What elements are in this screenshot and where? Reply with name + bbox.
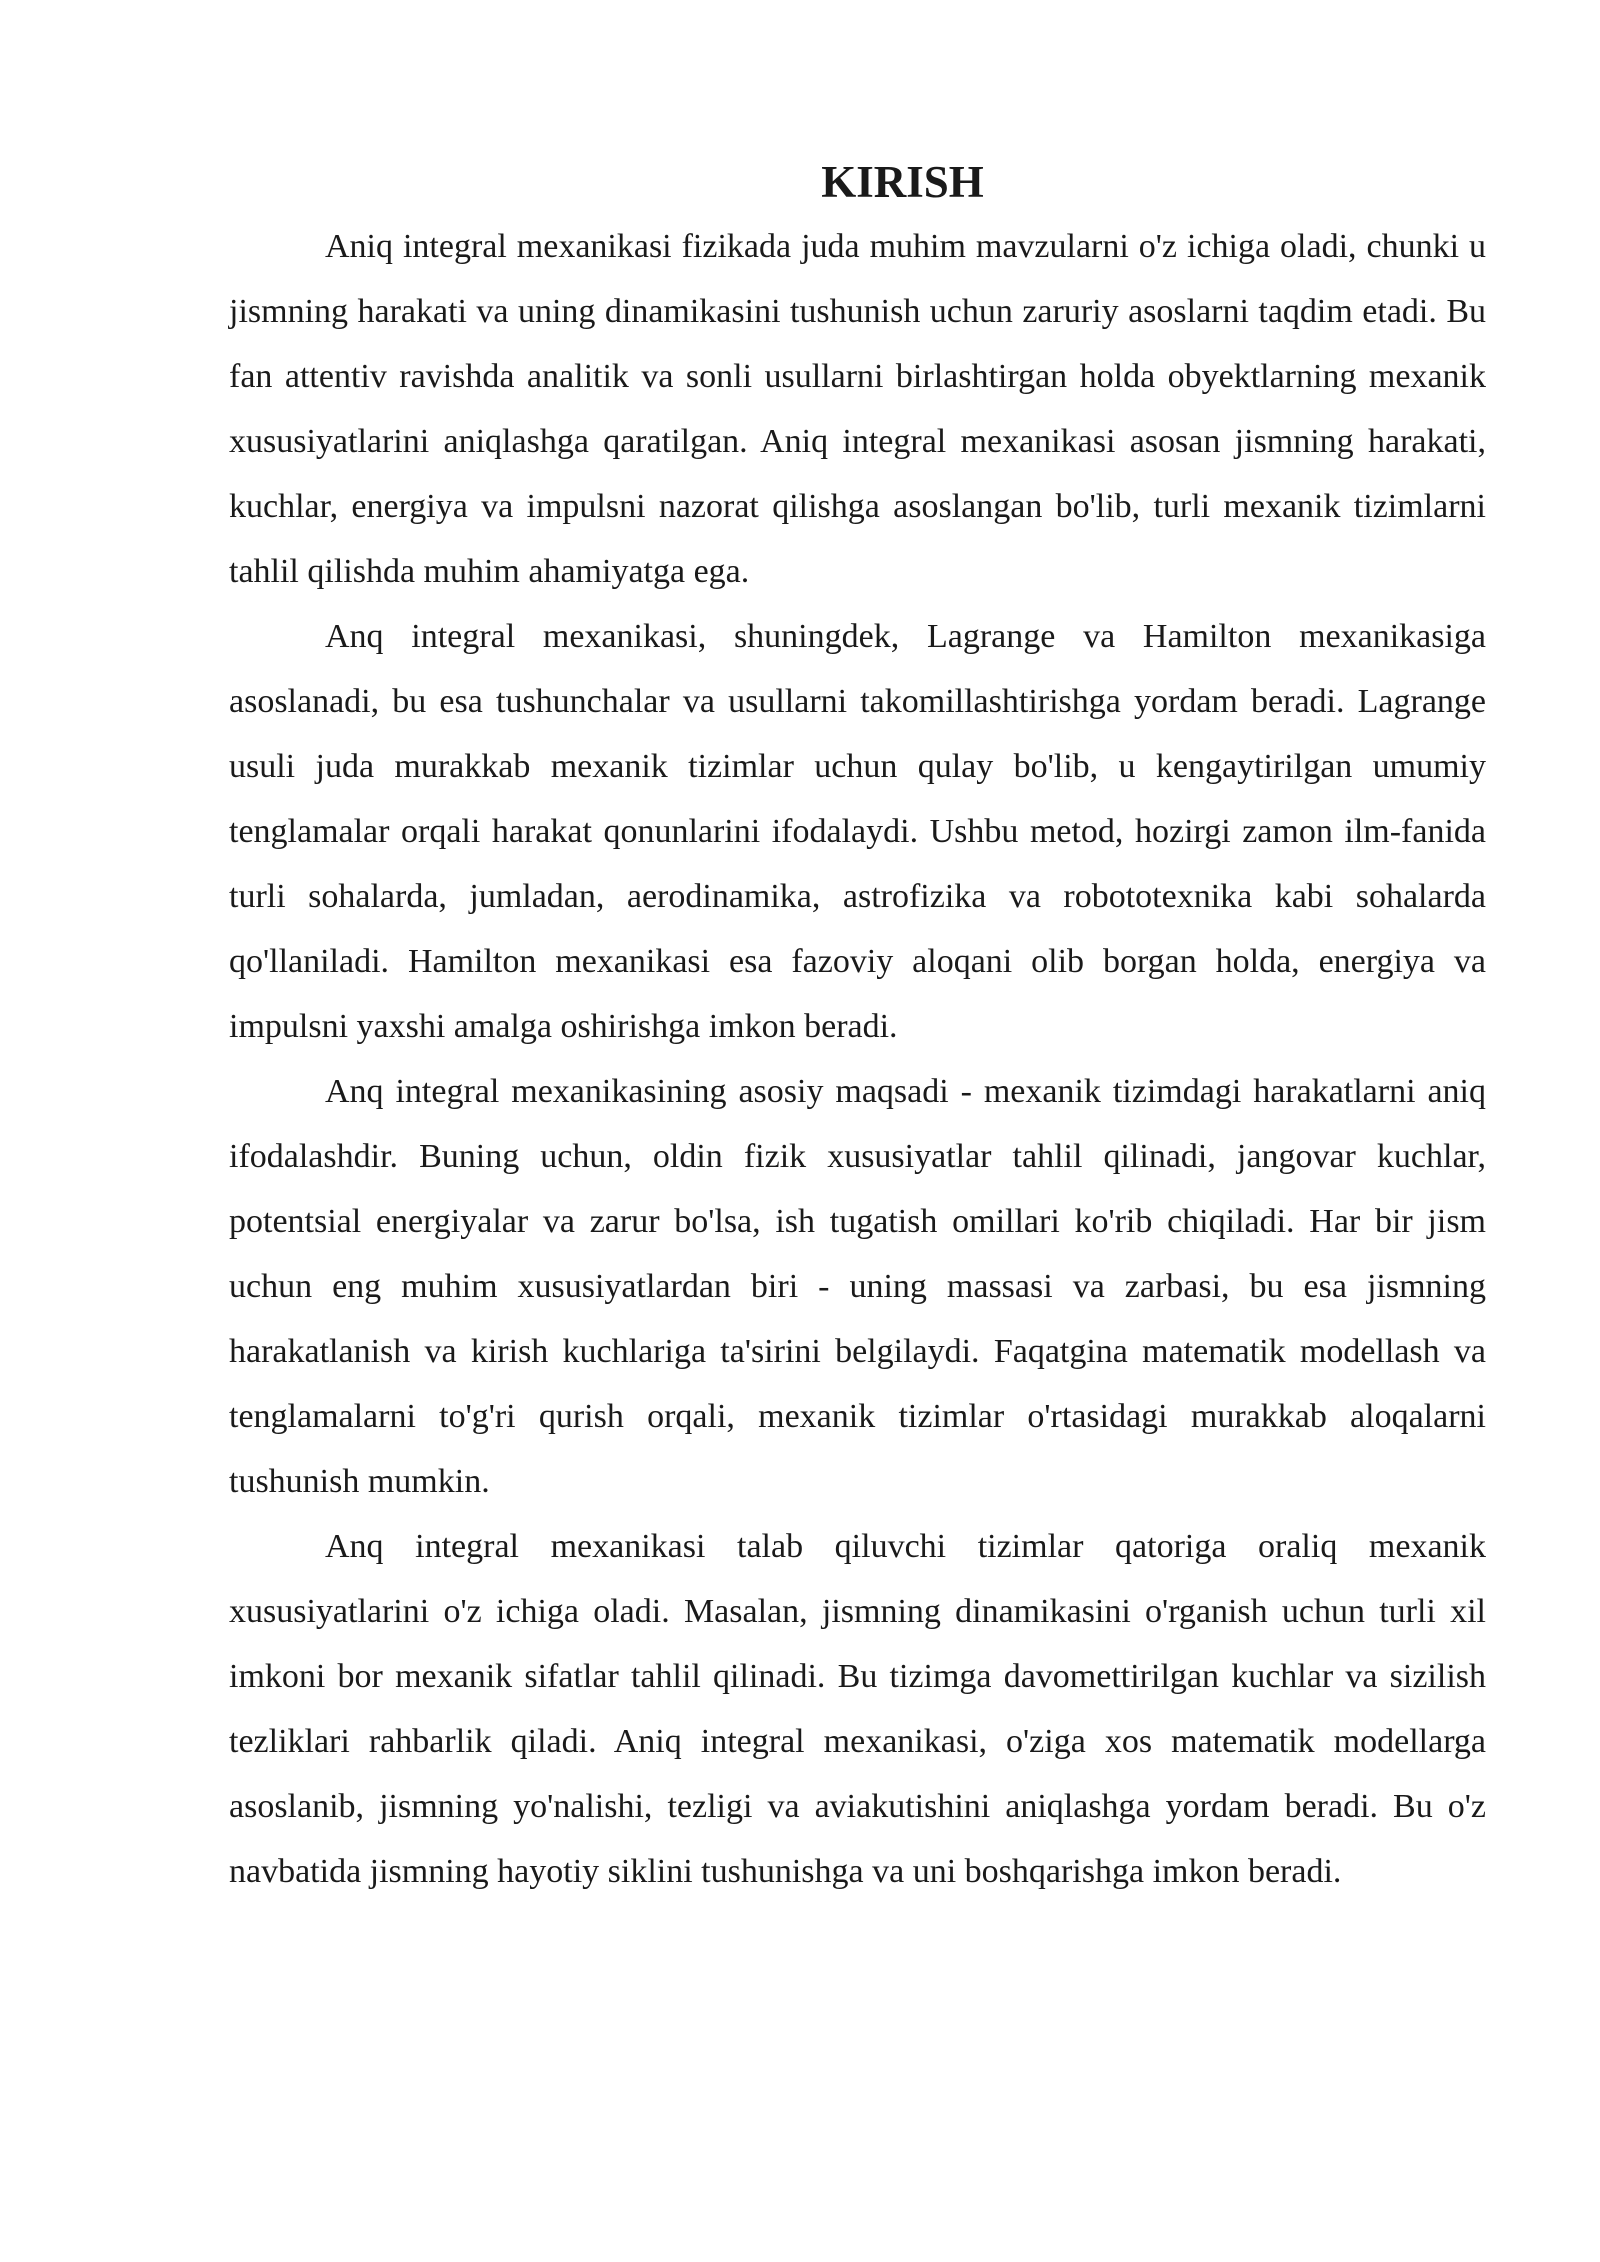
paragraph-2: Anq integral mexanikasi, shuningdek, Lagrange va Hamilton mexanikasiga asoslanadi, bu esa tushunchalar va usullarni takomillashtirishga yordam beradi. Lagrange usuli juda murakkab mexanik tizimlar uchun qulay bo'lib, u kengaytirilgan umumiy tenglamalar orqali harakat qonunlarini ifodalaydi. Ushbu metod, hozirgi zamon ilm-fanida turli sohalarda, jumladan, aerodinamika, astrofizika va robototexnika kabi sohalarda qo'llaniladi. Hamilton mexanikasi esa fazoviy aloqani olib borgan holda, energiya va impulsni yaxshi amalga oshirishga imkon beradi. [229,618,1486,1045]
page-title: KIRISH [821,157,984,207]
paragraph-3: Anq integral mexanikasining asosiy maqsadi - mexanik tizimdagi harakatlarni aniq ifodalashdir. Buning uchun, oldin fizik xususiyatlar tahlil qilinadi, jangovar kuchlar, potentsial energiyalar va zarur bo'lsa, ish tugatish omillari ko'rib chiqiladi. Har bir jism uchun eng muhim xususiyatlardan biri - uning massasi va zarbasi, bu esa jismning harakatlanish va kirish kuchlariga ta'sirini belgilaydi. Faqatgina matematik modellash va tenglamalarni to'g'ri qurish orqali, mexanik tizimlar o'rtasidagi murakkab aloqalarni tushunish mumkin. [229,1073,1486,1500]
paragraph-1: Aniq integral mexanikasi fizikada juda muhim mavzularni o'z ichiga oladi, chunki u jismning harakati va uning dinamikasini tushunish uchun zaruriy asoslarni taqdim etadi. Bu fan attentiv ravishda analitik va sonli usullarni birlashtirgan holda obyektlarning mexanik xususiyatlarini aniqlashga qaratilgan. Aniq integral mexanikasi asosan jismning harakati, kuchlar, energiya va impulsni nazorat qilishga asoslangan bo'lib, turli mexanik tizimlarni tahlil qilishda muhim ahamiyatga ega. [229,228,1486,590]
document-body [229,150,1486,1904]
paragraph-4: Anq integral mexanikasi talab qiluvchi tizimlar qatoriga oraliq mexanik xususiyatlarini o'z ichiga oladi. Masalan, jismning dinamikasini o'rganish uchun turli xil imkoni bor mexanik sifatlar tahlil qilinadi. Bu tizimga davomettirilgan kuchlar va sizilish tezliklari rahbarlik qiladi. Aniq integral mexanikasi, o'ziga xos matematik modellarga asoslanib, jismning yo'nalishi, tezligi va aviakutishini aniqlashga yordam beradi. Bu o'z navbatida jismning hayotiy siklini tushunishga va uni boshqarishga imkon beradi. [229,1528,1486,1890]
